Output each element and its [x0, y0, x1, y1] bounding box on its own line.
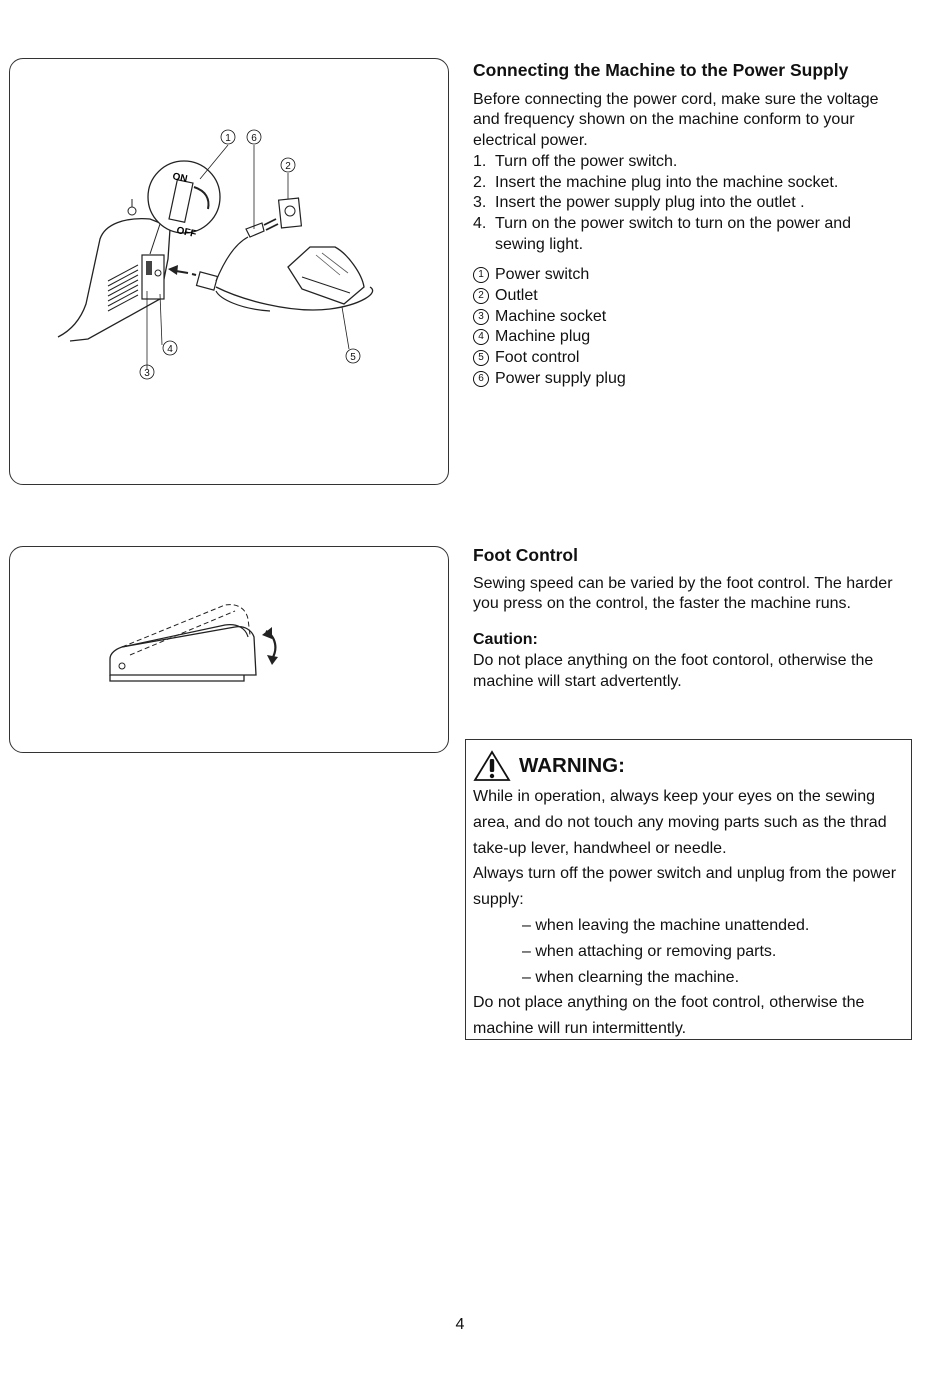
- foot-control-figure: [9, 546, 449, 753]
- warning-line-2: Always turn off the power switch and unplug from the power supply:: [473, 865, 897, 909]
- warning-line-3: Do not place anything on the foot control, otherwise the machine will run intermittently.: [473, 994, 865, 1038]
- power-supply-intro: Before connecting the power cord, make sure the voltage and frequency shown on the machine conform to your electrical power.: [473, 90, 879, 150]
- warning-item: – when clearning the machine.: [522, 968, 740, 986]
- part-item: 5 Foot control: [473, 348, 903, 369]
- part-item: 6 Power supply plug: [473, 369, 903, 390]
- part-item: 2 Outlet: [473, 286, 903, 307]
- warning-item: – when leaving the machine unattended.: [522, 916, 810, 934]
- switch-off-label: OFF: [175, 225, 198, 241]
- warning-item: – when attaching or removing parts.: [522, 942, 777, 960]
- part-item: 1 Power switch: [473, 265, 903, 286]
- callout-1: 1: [225, 133, 231, 144]
- foot-control-illustration: [10, 547, 450, 754]
- parts-legend: [473, 265, 903, 389]
- step-item: 1. Turn off the power switch.: [473, 152, 678, 170]
- foot-control-section: [473, 545, 903, 692]
- callout-3: 3: [144, 368, 150, 379]
- callout-6: 6: [251, 133, 257, 144]
- power-connection-illustration: [10, 59, 450, 486]
- foot-control-body: Sewing speed can be varied by the foot control. The harder you press on the control, the faster the machine runs.: [473, 574, 893, 613]
- power-supply-section: [473, 60, 903, 390]
- caution-label: Caution:: [473, 631, 538, 649]
- part-item: 3 Machine socket: [473, 307, 903, 328]
- section-title-foot-control: Foot Control: [473, 545, 578, 565]
- warning-box: [465, 739, 912, 1040]
- callout-2: 2: [285, 161, 291, 172]
- power-connection-figure: [9, 58, 449, 485]
- step-item: 4. Turn on the power switch to turn on the power and sewing light.: [473, 214, 852, 253]
- warning-title: WARNING:: [519, 754, 625, 777]
- switch-on-label: ON: [171, 171, 189, 186]
- section-title-power-supply: Connecting the Machine to the Power Supply: [473, 60, 849, 80]
- callout-4: 4: [167, 344, 173, 355]
- page-number: 4: [455, 1316, 465, 1333]
- warning-header: [473, 748, 904, 784]
- warning-line-1: While in operation, always keep your eyes on the sewing area, and do not touch any moving parts such as the thrad take-up lever, handwheel or needle.: [473, 788, 887, 857]
- callout-5: 5: [350, 352, 356, 363]
- step-item: 3. Insert the power supply plug into the outlet .: [473, 194, 805, 212]
- part-item: 4 Machine plug: [473, 327, 903, 348]
- step-item: 2. Insert the machine plug into the machine socket.: [473, 173, 839, 191]
- caution-text: Do not place anything on the foot contorol, otherwise the machine will start advertently.: [473, 651, 874, 690]
- warning-triangle-icon: [473, 750, 511, 782]
- power-supply-steps: [473, 152, 903, 256]
